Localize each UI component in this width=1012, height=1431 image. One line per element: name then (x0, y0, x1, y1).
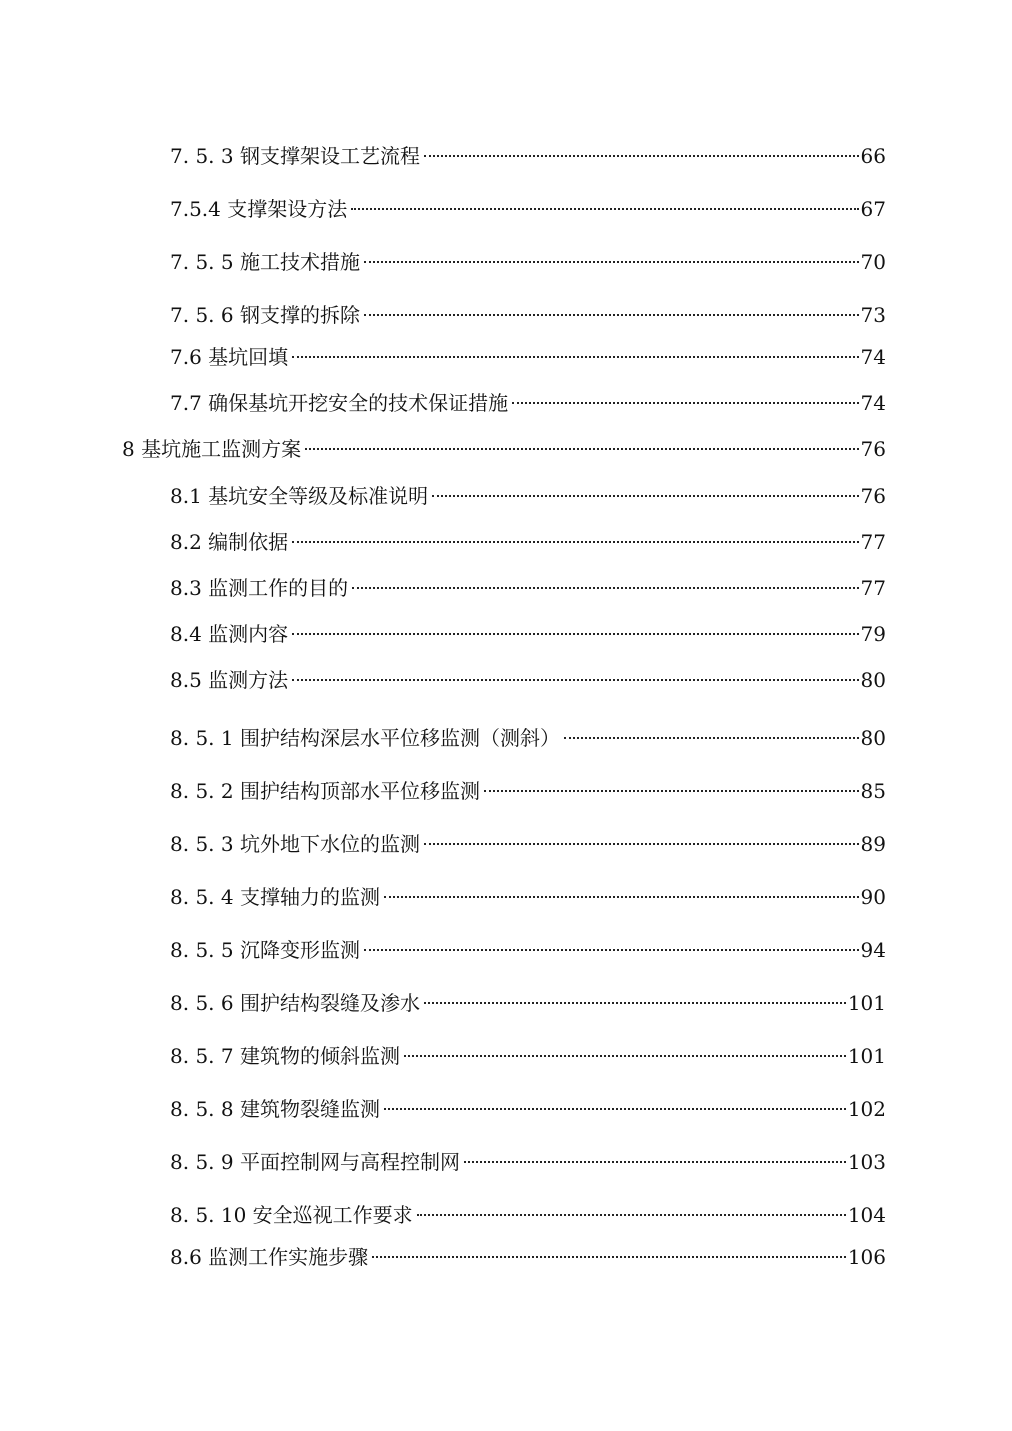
toc-entry-page: 74 (860, 345, 886, 369)
dot-leader (305, 430, 858, 456)
toc-entry-page: 76 (860, 437, 886, 461)
dot-leader (417, 1196, 846, 1222)
toc-entry[interactable] (170, 296, 886, 328)
toc-entry-title: 8. 5. 2 围护结构顶部水平位移监测 (170, 779, 480, 803)
toc-entry[interactable] (170, 477, 886, 509)
toc-entry-page: 101 (847, 991, 886, 1015)
dot-leader (424, 137, 859, 163)
toc-entry-page: 85 (860, 779, 886, 803)
toc-entry-title: 8.3 监测工作的目的 (170, 576, 349, 600)
toc-entry-title: 8. 5. 4 支撑轴力的监测 (170, 885, 380, 909)
toc-entry-title: 7.6 基坑回填 (170, 345, 289, 369)
toc-entry[interactable] (170, 878, 886, 910)
dot-leader (352, 569, 858, 595)
toc-entry[interactable] (170, 615, 886, 647)
toc-entry-title: 7.7 确保基坑开挖安全的技术保证措施 (170, 391, 509, 415)
toc-entry-page: 66 (860, 144, 886, 168)
dot-leader (364, 931, 859, 957)
toc-entry-title: 8.5 监测方法 (170, 668, 289, 692)
toc-entry-title: 8. 5. 3 坑外地下水位的监测 (170, 832, 420, 856)
dot-leader (372, 1238, 846, 1264)
toc-entry-title: 8. 5. 10 安全巡视工作要求 (170, 1203, 413, 1227)
toc-entry-title: 7. 5. 5 施工技术措施 (170, 250, 360, 274)
toc-entry-title: 8. 5. 1 围护结构深层水平位移监测（测斜） (170, 726, 560, 750)
dot-leader (424, 984, 846, 1010)
toc-entry[interactable] (170, 984, 886, 1016)
dot-leader (384, 878, 859, 904)
toc-entry[interactable] (170, 772, 886, 804)
toc-entry[interactable] (170, 190, 886, 222)
dot-leader (564, 719, 859, 745)
toc-entry[interactable] (170, 243, 886, 275)
toc-entry-page: 74 (860, 391, 886, 415)
toc-entry-page: 102 (847, 1097, 886, 1121)
toc-entry-page: 73 (860, 303, 886, 327)
toc-entry-title: 8. 5. 6 围护结构裂缝及渗水 (170, 991, 420, 1015)
toc-entry-page: 79 (860, 622, 886, 646)
toc-entry[interactable] (170, 1196, 886, 1228)
toc-entry-title: 8. 5. 7 建筑物的倾斜监测 (170, 1044, 400, 1068)
toc-entry-title: 8. 5. 5 沉降变形监测 (170, 938, 360, 962)
toc-entry-page: 106 (847, 1245, 886, 1269)
dot-leader (384, 1090, 846, 1116)
toc-entry-title: 8. 5. 8 建筑物裂缝监测 (170, 1097, 380, 1121)
dot-leader (351, 190, 858, 216)
toc-entry-page: 104 (847, 1203, 886, 1227)
toc-entry-page: 77 (860, 576, 886, 600)
toc-entry[interactable] (170, 1090, 886, 1122)
toc-entry[interactable] (170, 569, 886, 601)
dot-leader (364, 243, 859, 269)
dot-leader (424, 825, 859, 851)
toc-entry-page: 67 (860, 197, 886, 221)
toc-entry-page: 80 (860, 668, 886, 692)
toc-entry-page: 70 (860, 250, 886, 274)
toc-entry-title: 8.4 监测内容 (170, 622, 289, 646)
toc-entry[interactable] (170, 384, 886, 416)
dot-leader (404, 1037, 846, 1063)
toc-entry-chapter[interactable] (122, 430, 886, 462)
toc-entry-page: 77 (860, 530, 886, 554)
toc-entry-title: 8.6 监测工作实施步骤 (170, 1245, 369, 1269)
dot-leader (432, 477, 858, 503)
toc-entry[interactable] (170, 1037, 886, 1069)
toc-entry-title: 7. 5. 3 钢支撑架设工艺流程 (170, 144, 420, 168)
toc-entry-title: 7. 5. 6 钢支撑的拆除 (170, 303, 360, 327)
toc-entry-page: 76 (860, 484, 886, 508)
toc-entry-title: 7.5.4 支撑架设方法 (170, 197, 348, 221)
toc-entry-page: 101 (847, 1044, 886, 1068)
toc-entry-page: 80 (860, 726, 886, 750)
dot-leader (292, 615, 858, 641)
toc-entry[interactable] (170, 931, 886, 963)
toc-entry[interactable] (170, 523, 886, 555)
toc-entry[interactable] (170, 338, 886, 370)
toc-entry-page: 89 (860, 832, 886, 856)
dot-leader (292, 523, 858, 549)
toc-entry[interactable] (170, 825, 886, 857)
toc-entry[interactable] (170, 1238, 886, 1270)
dot-leader (484, 772, 859, 798)
toc-entry-page: 103 (847, 1150, 886, 1174)
toc-entry[interactable] (170, 719, 886, 751)
dot-leader (512, 384, 858, 410)
toc-entry-title: 8.2 编制依据 (170, 530, 289, 554)
dot-leader (292, 338, 858, 364)
dot-leader (292, 661, 858, 687)
dot-leader (364, 296, 859, 322)
toc-entry-title: 8.1 基坑安全等级及标准说明 (170, 484, 429, 508)
toc-entry[interactable] (170, 137, 886, 169)
toc-entry-page: 90 (860, 885, 886, 909)
toc-entry-page: 94 (860, 938, 886, 962)
toc-entry[interactable] (170, 661, 886, 693)
dot-leader (464, 1143, 846, 1169)
toc-entry-title: 8. 5. 9 平面控制网与高程控制网 (170, 1150, 460, 1174)
toc-entry[interactable] (170, 1143, 886, 1175)
toc-entry-title: 8 基坑施工监测方案 (122, 437, 302, 461)
